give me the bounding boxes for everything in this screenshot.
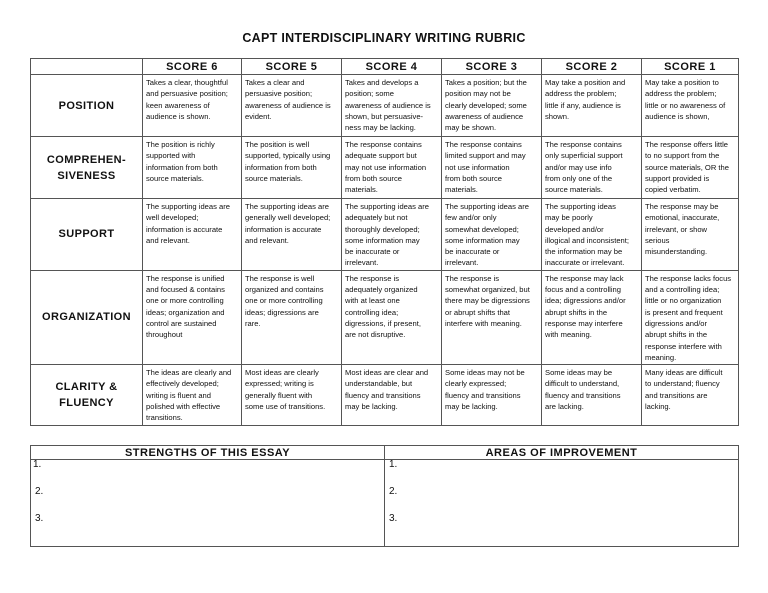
- improvement-header: AREAS OF IMPROVEMENT: [385, 446, 739, 460]
- score-header: SCORE 6: [143, 59, 242, 75]
- strengths-box[interactable]: [31, 460, 385, 547]
- criteria-cell: Some ideas may be difficult to understand, fluency and transitions are lacking.: [542, 365, 642, 425]
- improvement-box[interactable]: [385, 460, 739, 547]
- category-label: CLARITY & FLUENCY: [31, 365, 143, 425]
- criteria-cell: The response contains adequate support but may not use information from both source materials.: [342, 137, 442, 199]
- criteria-cell: The response may lack focus and a controlling idea; digressions and/or abrupt shifts in the response may interfere with meaning.: [542, 270, 642, 364]
- strength-number: 3.: [35, 513, 44, 524]
- score-header: SCORE 3: [442, 59, 542, 75]
- criteria-cell: The ideas are clearly and effectively developed; writing is fluent and polished with effective transitions.: [143, 365, 242, 425]
- score-header: SCORE 1: [642, 59, 739, 75]
- criteria-cell: The response offers little to no support from the source materials, OR the support provided is copied verbatim.: [642, 137, 739, 199]
- criteria-cell: The supporting ideas are few and/or only somewhat developed; some information may be inaccurate or irrelevant.: [442, 199, 542, 271]
- rubric-row-comprehensiveness: [31, 137, 739, 199]
- criteria-cell: Takes a position; but the position may not be clearly developed; some awareness of audience may be shown.: [442, 75, 542, 137]
- criteria-cell: Most ideas are clear and understandable, but fluency and transitions may be lacking.: [342, 365, 442, 425]
- criteria-cell: The supporting ideas are generally well developed; information is accurate and relevant.: [242, 199, 342, 271]
- criteria-cell: The response lacks focus and a controlling idea; little or no organization is present and frequent digressions and/or abrupt shifts in the response interfere with meaning.: [642, 270, 739, 364]
- feedback-table: [30, 445, 739, 547]
- rubric-row-support: [31, 199, 739, 271]
- improvement-number: 3.: [389, 513, 398, 524]
- criteria-cell: Some ideas may not be clearly expressed; fluency and transitions may be lacking.: [442, 365, 542, 425]
- improvement-number: 2.: [389, 486, 398, 497]
- rubric-table: [30, 58, 739, 426]
- criteria-cell: The position is richly supported with information from both source materials.: [143, 137, 242, 199]
- score-header: SCORE 2: [542, 59, 642, 75]
- criteria-cell: Takes a clear and persuasive position; awareness of audience is evident.: [242, 75, 342, 137]
- score-header: SCORE 5: [242, 59, 342, 75]
- criteria-cell: The position is well supported, typically using information from both source materials.: [242, 137, 342, 199]
- criteria-cell: The supporting ideas may be poorly developed and/or illogical and inconsistent; the information may be inaccurate or irrelevant.: [542, 199, 642, 271]
- criteria-cell: The response is somewhat organized, but there may be digressions or abrupt shifts that interfere with meaning.: [442, 270, 542, 364]
- corner-cell: [31, 59, 143, 75]
- criteria-cell: Takes a clear, thoughtful and persuasive position; keen awareness of audience is shown.: [143, 75, 242, 137]
- category-label: COMPREHEN- SIVENESS: [31, 137, 143, 199]
- criteria-cell: The supporting ideas are adequately but not thoroughly developed; some information may be inaccurate or irrelevant.: [342, 199, 442, 271]
- criteria-cell: Most ideas are clearly expressed; writing is generally fluent with some use of transitions.: [242, 365, 342, 425]
- category-label: SUPPORT: [31, 199, 143, 271]
- criteria-cell: May take a position and address the problem; little if any, audience is shown.: [542, 75, 642, 137]
- criteria-cell: Many ideas are difficult to understand; fluency and transitions are lacking.: [642, 365, 739, 425]
- improvement-number: 1.: [389, 459, 398, 470]
- category-label: POSITION: [31, 75, 143, 137]
- criteria-cell: The response may be emotional, inaccurate, irrelevant, or show serious misunderstanding.: [642, 199, 739, 271]
- strengths-header: STRENGTHS OF THIS ESSAY: [31, 446, 385, 460]
- score-header-row: [31, 59, 739, 75]
- criteria-cell: The supporting ideas are well developed; information is accurate and relevant.: [143, 199, 242, 271]
- criteria-cell: The response is adequately organized with at least one controlling idea; digressions, if present, are not disruptive.: [342, 270, 442, 364]
- rubric-row-position: [31, 75, 739, 137]
- rubric-row-organization: [31, 270, 739, 364]
- criteria-cell: Takes and develops a position; some awareness of audience is shown, but persuasive- ness may be lacking.: [342, 75, 442, 137]
- criteria-cell: The response contains limited support and may not use information from both source materials.: [442, 137, 542, 199]
- score-header: SCORE 4: [342, 59, 442, 75]
- page-title: CAPT INTERDISCIPLINARY WRITING RUBRIC: [242, 31, 526, 45]
- strength-number: 1.: [33, 459, 42, 470]
- strength-number: 2.: [35, 486, 44, 497]
- category-label: ORGANIZATION: [31, 270, 143, 364]
- rubric-row-clarity-fluency: [31, 365, 739, 425]
- criteria-cell: The response contains only superficial support and/or may use info from only one of the source materials.: [542, 137, 642, 199]
- criteria-cell: May take a position to address the problem; little or no awareness of audience is shown,: [642, 75, 739, 137]
- criteria-cell: The response is unified and focused & contains one or more controlling ideas; organization and control are sustained throughout: [143, 270, 242, 364]
- criteria-cell: The response is well organized and contains one or more controlling ideas; digressions are rare.: [242, 270, 342, 364]
